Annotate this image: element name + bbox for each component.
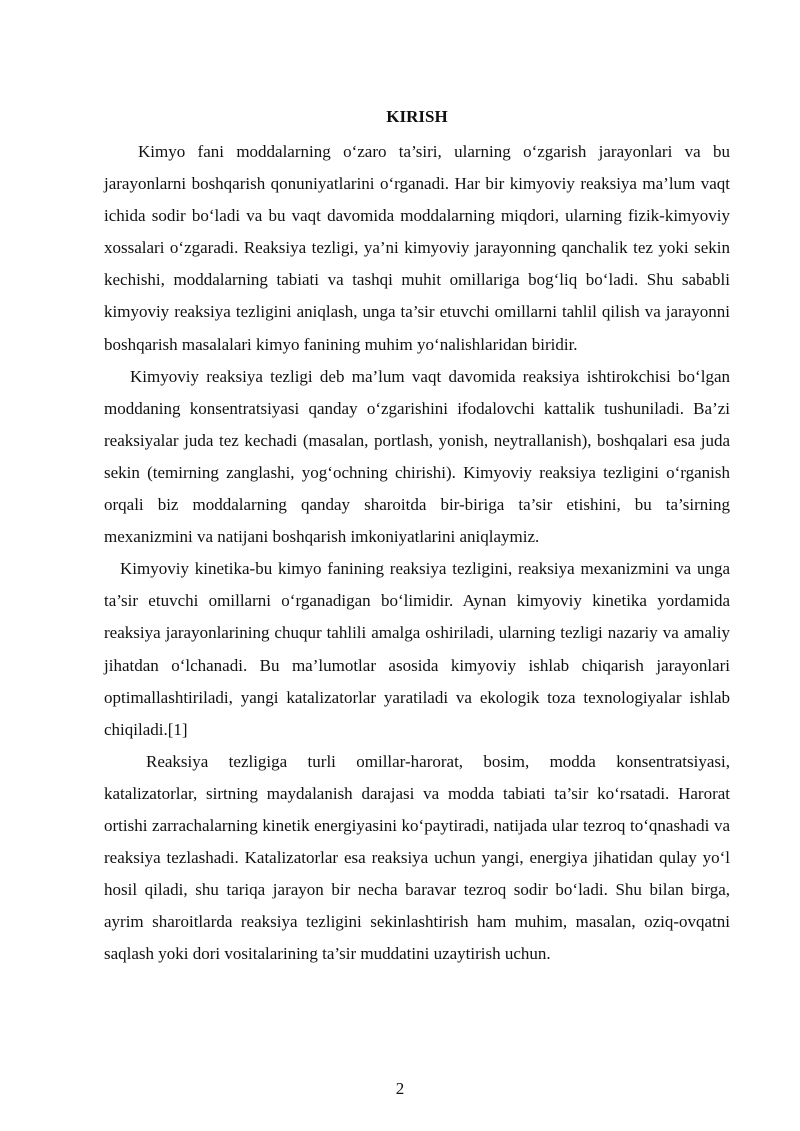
paragraph-1: Kimyo fani moddalarning o‘zaro ta’siri, ularning o‘zgarish jarayonlari va bu jarayonlarni boshqarish qonuniyatlarini o‘rganadi. Har bir kimyoviy reaksiya ma’lum vaqt ichida sodir bo‘ladi va bu vaqt davomida moddalarning miqdori, ularning fizik-kimyoviy xossalari o‘zgaradi. Reaksiya tezligi, ya’ni kimyoviy jarayonning qanchalik tez yoki sekin kechishi, moddalarning tabiati va tashqi muhit omillariga bog‘liq bo‘ladi. Shu sababli kimyoviy reaksiya tezligini aniqlash, unga ta’sir etuvchi omillarni tahlil qilish va jarayonni boshqarish masalalari kimyo fanining muhim yo‘nalishlaridan biridir. (104, 142, 730, 354)
page-number: 2 (395, 1079, 405, 1098)
paragraph-4: Reaksiya tezligiga turli omillar-harorat, bosim, modda konsentratsiyasi, katalizatorlar, sirtning maydalanish darajasi va modda tabiati ta’sir ko‘rsatadi. Harorat ortishi zarrachalarning kinetik energiyasini ko‘paytiradi, natijada ular tezroq to‘qnashadi va reaksiya tezlashadi. Katalizatorlar esa reaksiya uchun yangi, energiya jihatidan qulay yo‘l hosil qiladi, shu tariqa jarayon bir necha baravar tezroq sodir bo‘ladi. Shu bilan birga, ayrim sharoitlarda reaksiya tezligini sekinlashtirish ham muhim, masalan, oziq-ovqatni saqlash yoki dori vositalarining ta’sir muddatini uzaytirish uchun. (104, 751, 730, 964)
paragraph-3: Kimyoviy kinetika-bu kimyo fanining reaksiya tezligini, reaksiya mexanizmini va unga ta’sir etuvchi omillarni o‘rganadigan bo‘limidir. Aynan kimyoviy kinetika yordamida reaksiya jarayonlarining chuqur tahlili amalga oshiriladi, ularning tezligi nazariy va amaliy jihatdan o‘lchanadi. Bu ma’lumotlar asosida kimyoviy ishlab chiqarish jarayonlari optimallashtiriladi, yangi katalizatorlar yaratiladi va ekologik toza texnologiyalar ishlab chiqiladi.[1] (104, 559, 730, 739)
document-page (104, 104, 730, 970)
paragraph-2: Kimyoviy reaksiya tezligi deb ma’lum vaqt davomida reaksiya ishtirokchisi bo‘lgan moddaning konsentratsiyasi qanday o‘zgarishini ifodalovchi kattalik tushuniladi. Ba’zi reaksiyalar juda tez kechadi (masalan, portlash, yonish, neytrallanish), boshqalari esa juda sekin (temirning zanglashi, yog‘ochning chirishi). Kimyoviy reaksiya tezligini o‘rganish orqali biz moddalarning qanday sharoitda bir-biriga ta’sir etishini, bu ta’sirning mexanizmini va natijani boshqarish imkoniyatlarini aniqlaymiz. (104, 366, 730, 547)
section-heading: KIRISH (386, 107, 448, 126)
